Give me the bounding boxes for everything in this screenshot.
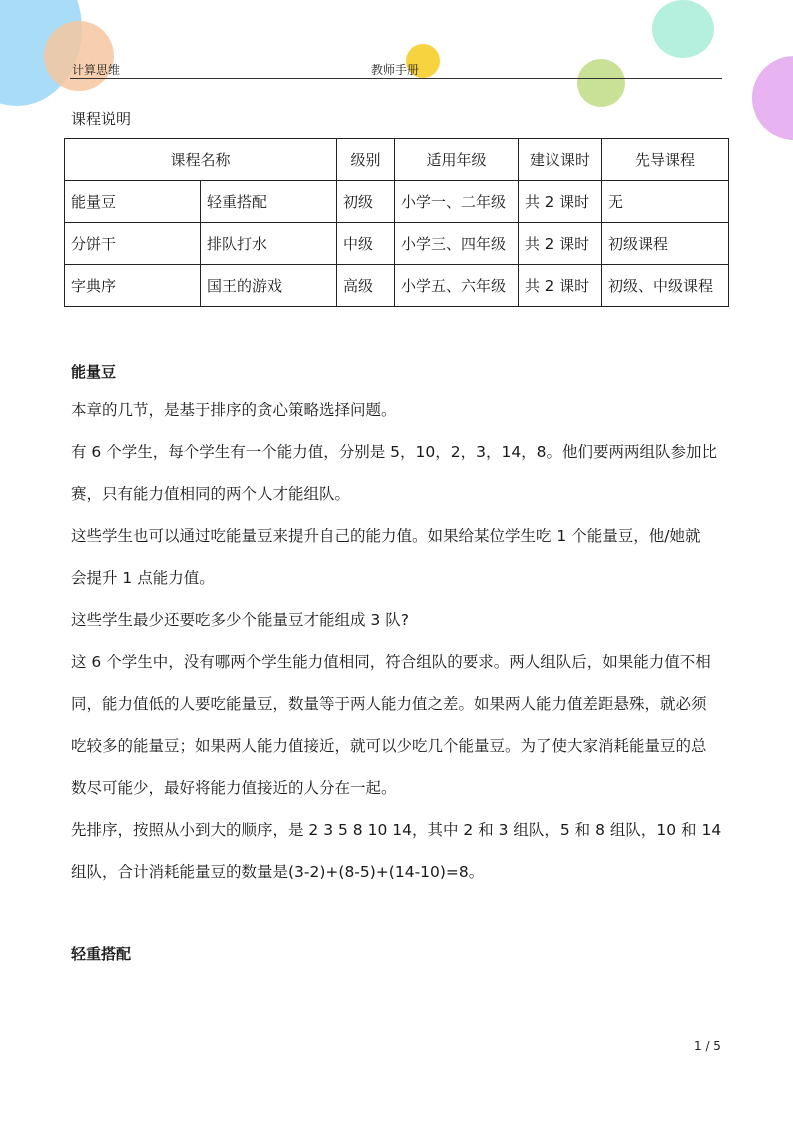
header-divider xyxy=(70,78,722,79)
paragraph-line: 同，能力值低的人要吃能量豆，数量等于两人能力值之差。如果两人能力值差距悬殊，就必须 xyxy=(71,695,707,713)
chapter-title-nengliangdou: 能量豆 xyxy=(71,363,117,381)
table-cell: 共 2 课时 xyxy=(519,223,602,265)
table-cell: 共 2 课时 xyxy=(519,265,602,307)
table-cell: 小学五、六年级 xyxy=(395,265,519,307)
table-header-grade: 适用年级 xyxy=(395,139,519,181)
table-cell: 初级、中级课程 xyxy=(602,265,729,307)
table-cell: 国王的游戏 xyxy=(201,265,337,307)
table-cell: 共 2 课时 xyxy=(519,181,602,223)
paragraph-line: 组队，合计消耗能量豆的数量是(3-2)+(8-5)+(14-10)=8。 xyxy=(71,863,485,881)
decorative-green-circle xyxy=(577,59,625,107)
table-cell: 字典序 xyxy=(65,265,201,307)
course-table xyxy=(64,138,729,307)
table-cell: 小学一、二年级 xyxy=(395,181,519,223)
paragraph-line: 这些学生最少还要吃多少个能量豆才能组成 3 队? xyxy=(71,611,409,629)
paragraph-line: 会提升 1 点能力值。 xyxy=(71,569,215,587)
table-header-level: 级别 xyxy=(337,139,395,181)
table-header-prerequisite: 先导课程 xyxy=(602,139,729,181)
header-manual-title: 教师手册 xyxy=(371,63,420,77)
paragraph-line: 先排序，按照从小到大的顺序，是 2 3 5 8 10 14，其中 2 和 3 组队，5 和 8 组队，10 和 14 xyxy=(71,821,722,839)
header-book-title: 计算思维 xyxy=(72,63,121,77)
page-number: 1 / 5 xyxy=(694,1039,721,1053)
table-row xyxy=(65,223,729,265)
table-header-course-name: 课程名称 xyxy=(65,139,337,181)
decorative-mint-circle xyxy=(652,0,714,58)
decorative-purple-circle xyxy=(752,56,793,140)
table-cell: 小学三、四年级 xyxy=(395,223,519,265)
paragraph-line: 本章的几节，是基于排序的贪心策略选择问题。 xyxy=(71,401,397,419)
paragraph-line: 吃较多的能量豆；如果两人能力值接近，就可以少吃几个能量豆。为了使大家消耗能量豆的总 xyxy=(71,737,707,755)
table-cell: 高级 xyxy=(337,265,395,307)
chapter1-paragraph xyxy=(71,389,723,893)
table-row xyxy=(65,265,729,307)
chapter-title-qingzhongdapei: 轻重搭配 xyxy=(71,945,132,963)
paragraph-line: 赛，只有能力值相同的两个人才能组队。 xyxy=(71,485,351,503)
paragraph-line: 有 6 个学生，每个学生有一个能力值，分别是 5，10，2，3，14，8。他们要两两组队参加比 xyxy=(71,443,718,461)
table-cell: 轻重搭配 xyxy=(201,181,337,223)
paragraph-line: 数尽可能少，最好将能力值接近的人分在一起。 xyxy=(71,779,397,797)
table-header-hours: 建议课时 xyxy=(519,139,602,181)
table-cell: 无 xyxy=(602,181,729,223)
table-header-row xyxy=(65,139,729,181)
paragraph-line: 这 6 个学生中，没有哪两个学生能力值相同，符合组队的要求。两人组队后，如果能力值不相 xyxy=(71,653,711,671)
table-cell: 中级 xyxy=(337,223,395,265)
decorative-peach-circle xyxy=(44,21,114,91)
table-row xyxy=(65,181,729,223)
table-cell: 初级课程 xyxy=(602,223,729,265)
table-cell: 初级 xyxy=(337,181,395,223)
section-title: 课程说明 xyxy=(71,110,132,128)
table-cell: 排队打水 xyxy=(201,223,337,265)
table-cell: 分饼干 xyxy=(65,223,201,265)
paragraph-line: 这些学生也可以通过吃能量豆来提升自己的能力值。如果给某位学生吃 1 个能量豆，他/她就 xyxy=(71,527,701,545)
table-cell: 能量豆 xyxy=(65,181,201,223)
